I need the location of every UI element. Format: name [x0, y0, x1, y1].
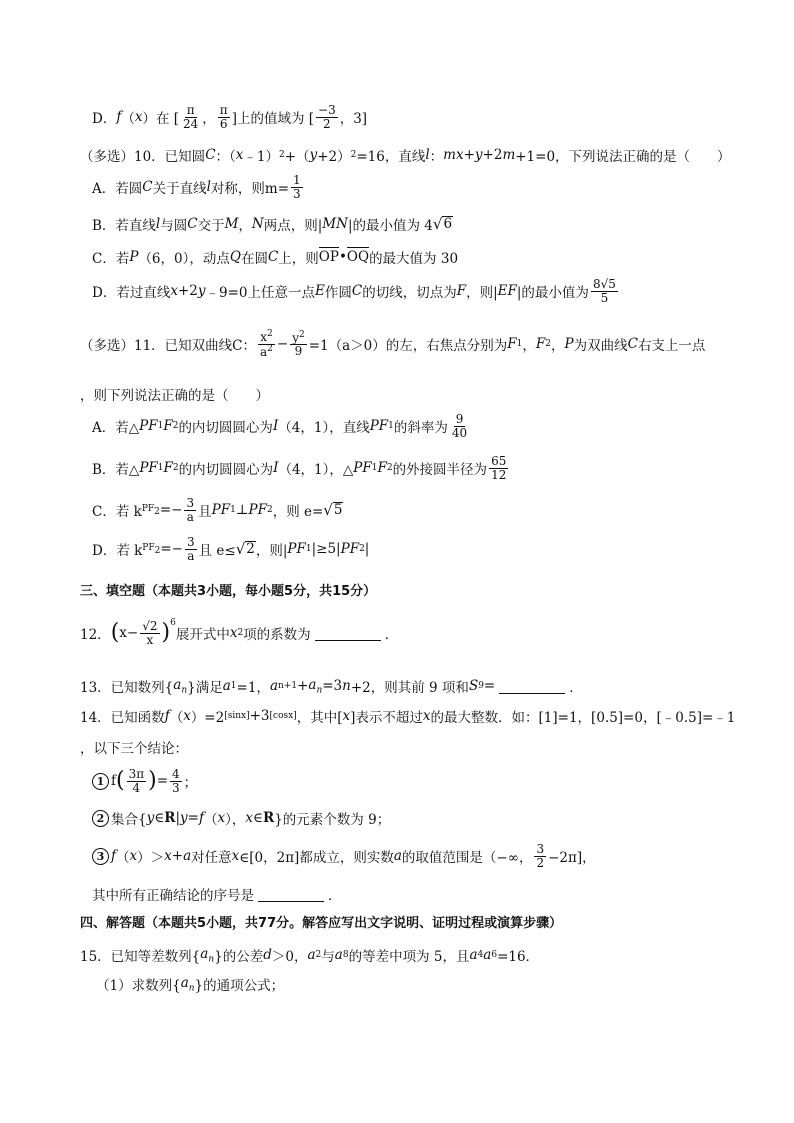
q10-option-d: D．若过直线 x +2 y ﹣9=0上任意一点 E 作圆 C 的切线，切点为 F ，则| EF |的最小值为 $\frac{8√5}{5}$: [92, 277, 616, 305]
q11-stem-line1: （多选）11．已知双曲线C： $\frac{x^2}{a^2}$ − $\frac{y^2}{9}$ =1（a＞0）的左，右焦点分别为 F 1 ， F 2 ， P 为双曲线 C 右支上一点: [80, 329, 706, 359]
q11-option-c: C．若 k $PF_2$ =− $\frac{3}{a}$ 且 PF 1 ⊥ PF 2 ，则 e= √ 5: [92, 496, 343, 524]
q10-option-a: A．若圆 C 关于直线 l 对称，则m= $\frac{1}{3}$: [92, 173, 301, 201]
q11-option-d: D．若 k $PF_2$ =− $\frac{3}{a}$ 且 e≤ √ 2 ，则| PF 1 |≥5| PF 2 |: [92, 535, 370, 563]
q12: 12． ( x− $\frac{√2}{x}$ ) $^6$ 展开式中 x 2 项的系数为 ．: [80, 618, 399, 647]
q14-conclusion-3: 3 f （ x ）＞ x + a 对任意 x ∈[0，2π]都成立，则实数 a 的取值范围是（−∞， $\frac{3}{2}$ −2π]，: [92, 843, 596, 869]
q11-stem-line2: ，则下列说法正确的是（ ）: [80, 388, 269, 404]
q9-option-d: D． f （ x ）在 [ $\frac{\pi}{24}$ ， $\frac{\pi}{6}$ ]上的值域为 [ $\frac{-3}{2}$ ，3]: [92, 103, 368, 131]
q10-option-c: C．若 P （6，0），动点 Q 在圆 C 上，则 OP • OQ 的最大值为 30: [92, 249, 459, 267]
section-4-title: 四、解答题（本题共5小题，共77分。解答应写出文字说明、证明过程或演算步骤）: [80, 916, 563, 931]
q14-stem-line1: 14．已知函数 f （ x ）=2 [sinx] +3 [cosx] ，其中[ x ]表示不超过 x 的最大整数．如：[1]=1，[0.5]=0，[﹣0.5]=﹣1: [80, 708, 736, 726]
q11-option-a: A．若△ PF 1 F 2 的内切圆圆心为 I （4，1），直线 PF 1 的斜率为 $\frac{9}{40}$: [92, 412, 468, 440]
q15-part-1: （1）求数列{ $a_n$ }的通项公式；: [96, 974, 285, 994]
q13: 13．已知数列{ $a_n$ }满足 a 1 =1， a n+1 + $a_n$ =3 n +2，则其前 9 项和 S 9 = ．: [80, 676, 583, 696]
q14-conclusion-1: 1 f ( $\frac{3\pi}{4}$ ) = $\frac{4}{3}$ ；: [92, 768, 197, 794]
q11-option-b: B．若△ PF 1 F 2 的内切圆圆心为 I （4，1），△ PF 1 F 2 的外接圆半径为 $\frac{65}{12}$: [92, 454, 507, 482]
q14-tail: 其中所有正确结论的序号是 ．: [92, 888, 342, 904]
q14-stem-line2: ，以下三个结论：: [80, 741, 188, 757]
q15-stem: 15．已知等差数列{ $a_n$ }的公差 d ＞0， a 2 与 a 8 的等差中项为 5，且 a 4 a 6 =16．: [80, 945, 540, 965]
q10-stem: （多选）10．已知圆 C ：（ x ﹣1） 2 +（ y +2） 2 =16，直线 l ： mx + y +2 m +1=0，下列说法正确的是（ ）: [80, 147, 731, 165]
q10-option-b: B．若直线 l 与圆 C 交于 M ， N 两点，则| MN |的最小值为 4 √ 6: [92, 214, 453, 234]
q14-conclusion-2: 2 集合{ y ∈ R | y = f （ x ）， x ∈ R }的元素个数为 9；: [92, 808, 390, 828]
section-3-title: 三、填空题（本题共3小题，每小题5分，共15分）: [80, 584, 377, 599]
